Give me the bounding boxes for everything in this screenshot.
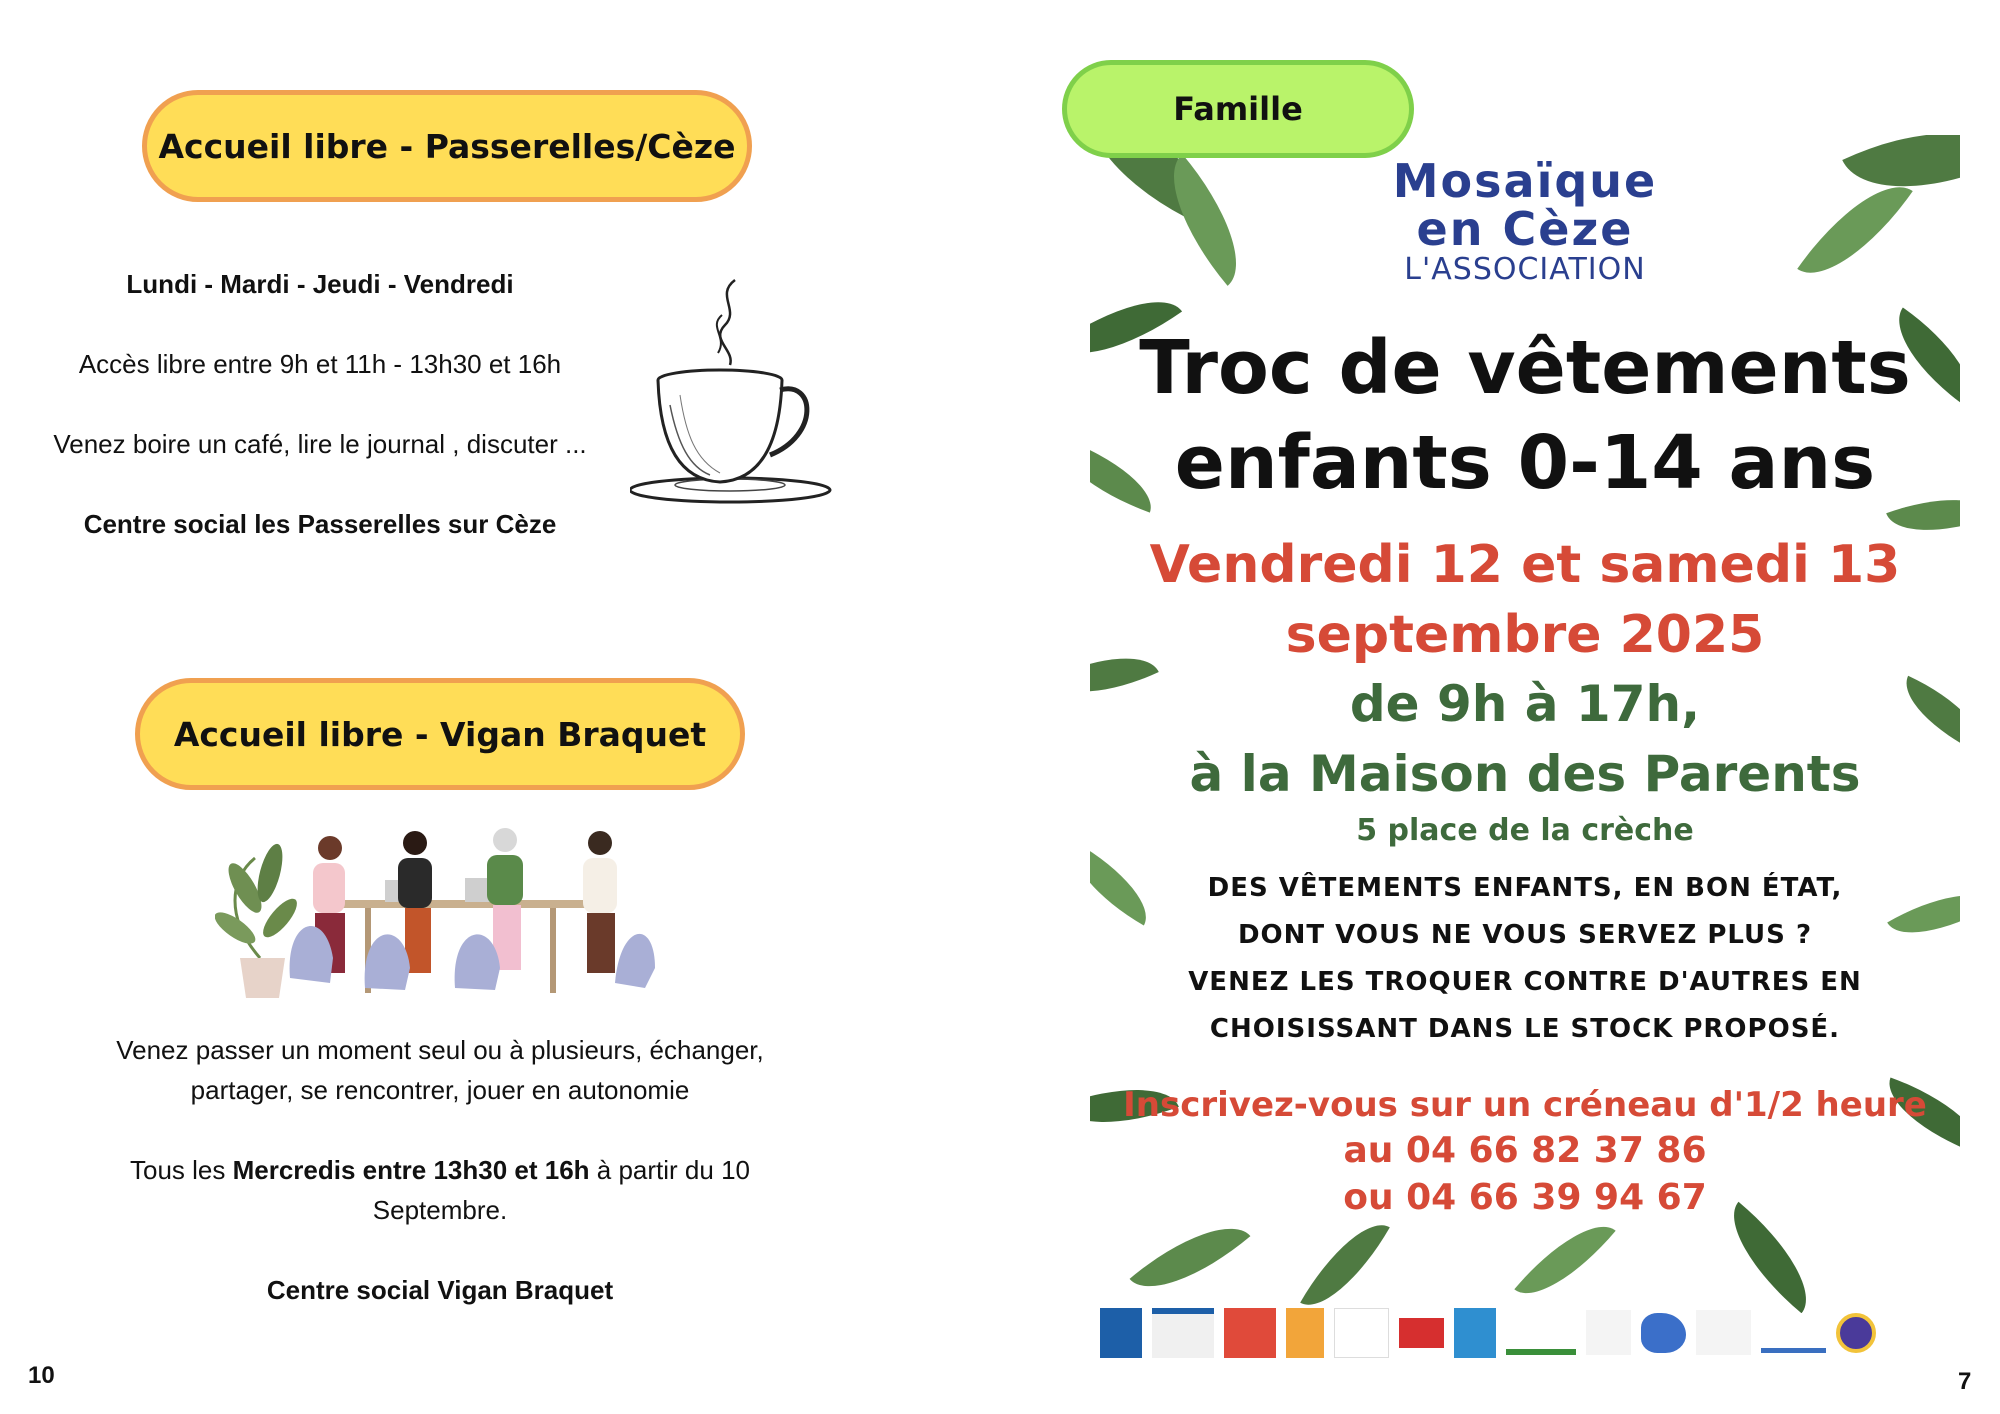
prefecture-gard-logo [1152,1308,1214,1358]
section-title-passerelles: Accueil libre - Passerelles/Cèze [142,90,752,202]
poster-time: de 9h à 17h, [1349,675,1701,733]
cafe-description: Venez boire un café, lire le journal , discuter ... [53,429,587,459]
location-vigan: Centre social Vigan Braquet [266,1275,614,1305]
leaf-decoration [1130,1202,1251,1314]
poster-register-line2: au 04 66 82 37 86 [1343,1130,1707,1171]
leaf-decoration [1710,1202,1831,1314]
rhodanien-logo [1224,1308,1276,1358]
logo-line1: Mosaïque [1392,154,1658,208]
location-passerelles: Centre social les Passerelles sur Cèze [83,509,557,539]
coffee-cup-icon [630,275,845,505]
poster-date-line2: septembre 2025 [1285,605,1765,665]
pont-saint-esprit-logo [1761,1313,1826,1353]
poster-date-line1: Vendredi 12 et samedi 13 [1149,535,1901,595]
logo-line3: L'ASSOCIATION [1404,252,1646,287]
days-text: Lundi - Mardi - Jeudi - Vendredi [126,269,514,299]
schedule-suffix: à partir du 10 [589,1155,750,1185]
poster-body-line1: DES VÊTEMENTS ENFANTS, EN BON ÉTAT, [1207,873,1843,903]
poster-register-line1: Inscrivez-vous sur un créneau d'1/2 heure [1123,1085,1927,1125]
carsat-logo [1506,1310,1576,1355]
poster-body-line2: DONT VOUS NE VOUS SERVEZ PLUS ? [1237,920,1813,950]
gard-map-logo [1641,1313,1686,1353]
occitanie-logo [1399,1318,1444,1348]
education-nationale-logo [1696,1310,1751,1355]
schedule-prefix: Tous les [129,1155,233,1185]
page-number-left: 10 [28,1362,55,1389]
hours-text: Accès libre entre 9h et 11h - 13h30 et 16h [78,349,562,379]
poster-title-line2: enfants 0-14 ans [1174,420,1876,506]
poster-title-line1: Troc de vêtements [1139,325,1911,411]
vigan-description-line2: partager, se rencontrer, jouer en autonomie [190,1075,690,1105]
troc-poster [1090,135,1960,1365]
bagnols-logo [1454,1308,1496,1358]
caf-logo [1100,1308,1142,1358]
vigan-description-line1: Venez passer un moment seul ou à plusieurs, échanger, [116,1035,764,1065]
page-number-right: 7 [1958,1368,1972,1395]
poster-place: à la Maison des Parents [1189,745,1861,803]
republique-logo [1586,1310,1631,1355]
mosaique-logo [1370,154,1680,287]
vigan-schedule-line2: Septembre. [372,1195,508,1225]
people-meeting-table-illustration [215,818,665,1003]
anct-logo [1334,1308,1389,1358]
poster-register-line3: ou 04 66 39 94 67 [1343,1177,1707,1218]
vigan-schedule [60,1150,820,1190]
round-logo [1836,1313,1876,1353]
leaf-decoration [1514,1205,1615,1315]
poster-body-line4: CHOISISSANT DANS LE STOCK PROPOSÉ. [1209,1014,1841,1044]
section-title-vigan: Accueil libre - Vigan Braquet [135,678,745,790]
poster-address: 5 place de la crèche [1356,813,1694,848]
poster-body-line3: VENEZ LES TROQUER CONTRE D'AUTRES EN [1188,967,1862,997]
partner-logos [1100,1305,1950,1360]
schedule-bold: Mercredis entre 13h30 et 16h [232,1155,590,1185]
category-badge-famille: Famille [1062,60,1414,158]
gard-logo [1286,1308,1324,1358]
logo-line2: en Cèze [1416,202,1634,256]
